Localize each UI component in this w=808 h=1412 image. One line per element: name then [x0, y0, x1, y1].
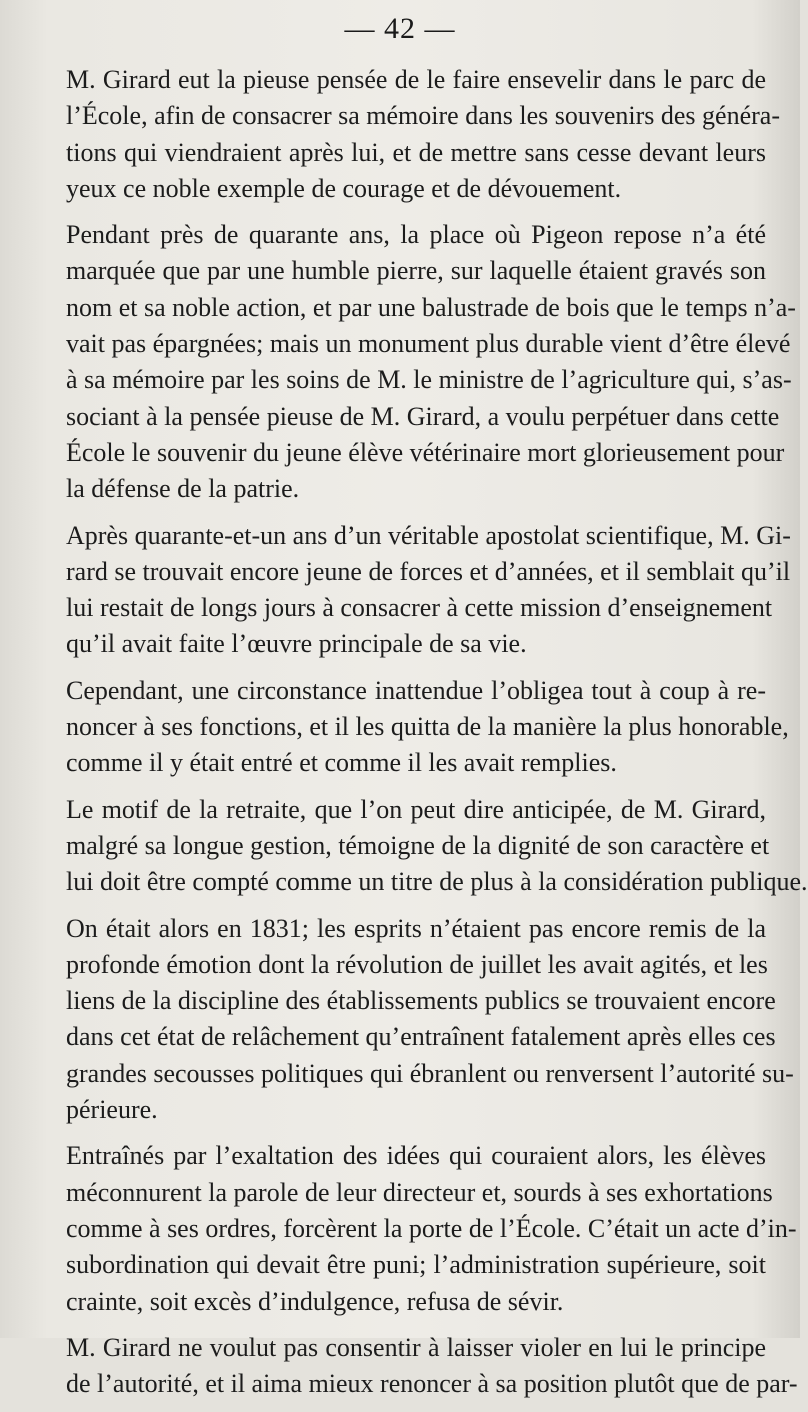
text-line: noncer à ses fonctions, et il les quitta de la manière la plus honorable,	[66, 712, 789, 742]
text-line: Après quarante-et-un ans d’un véritable apostolat scientifique, M. Gi-	[66, 520, 791, 550]
text-line: sociant à la pensée pieuse de M. Girard, a voulu perpétuer dans cette	[66, 401, 780, 431]
paragraph	[66, 62, 780, 207]
text-line: rard se trouvait encore jeune de forces et d’années, et il semblait qu’il	[66, 556, 791, 586]
text-line: lui restait de longs jours à consacrer à cette mission d’enseignement	[66, 593, 773, 623]
paragraph	[66, 518, 791, 663]
text-line: crainte, soit excès d’indulgence, refusa de sévir.	[66, 1286, 564, 1316]
text-line: tions qui viendraient après lui, et de mettre sans cesse devant leurs	[66, 137, 766, 167]
page-number: — 42 —	[344, 12, 456, 45]
text-line: Cependant, une circonstance inattendue l’obligea tout à coup à re-	[66, 675, 766, 705]
text-line: la défense de la patrie.	[66, 474, 300, 504]
text-line: Pendant près de quarante ans, la place où Pigeon repose n’a été	[66, 220, 766, 250]
text-line: périeure.	[66, 1095, 158, 1125]
page-body	[66, 62, 808, 1412]
text-line: méconnurent la parole de leur directeur et, sourds à ses exhortations	[66, 1177, 773, 1207]
text-line: M. Girard ne voulut pas consentir à laisser violer en lui le principe	[66, 1332, 766, 1362]
text-line: marquée que par une humble pierre, sur laquelle étaient gravés son	[66, 256, 766, 286]
paragraph	[66, 911, 794, 1129]
text-line: dans cet état de relâchement qu’entraînent fatalement après elles ces	[66, 1022, 776, 1052]
text-line: l’École, afin de consacrer sa mémoire dans les souvenirs des généra-	[66, 101, 780, 131]
text-line: liens de la discipline des établissements publics se trouvaient encore	[66, 986, 776, 1016]
text-line: École le souvenir du jeune élève vétérinaire mort glorieusement pour	[66, 437, 785, 467]
text-line: On était alors en 1831; les esprits n’étaient pas encore remis de la	[66, 913, 766, 943]
paragraph	[66, 792, 808, 901]
paragraph	[66, 217, 796, 507]
text-line: lui doit être compté comme un titre de plus à la considération publique.	[66, 867, 808, 897]
text-line: Entraînés par l’exaltation des idées qui couraient alors, les élèves	[66, 1141, 766, 1171]
text-line: M. Girard eut la pieuse pensée de le faire ensevelir dans le parc de	[66, 65, 766, 94]
text-line: comme à ses ordres, forcèrent la porte de l’École. C’était un acte d’in-	[66, 1213, 797, 1243]
text-line: Le motif de la retraite, que l’on peut dire anticipée, de M. Girard,	[66, 794, 766, 824]
text-line: grandes secousses politiques qui ébranlent ou renversent l’autorité su-	[66, 1058, 794, 1088]
text-line: profonde émotion dont la révolution de juillet les avait agités, et les	[66, 949, 768, 979]
text-line: à sa mémoire par les soins de M. le ministre de l’agriculture qui, s’as-	[66, 365, 792, 395]
text-line: malgré sa longue gestion, témoigne de la dignité de son caractère et	[66, 830, 770, 860]
text-line: qu’il avait faite l’œuvre principale de sa vie.	[66, 629, 527, 659]
text-line: nom et sa noble action, et par une balustrade de bois que le temps n’a-	[66, 292, 796, 322]
paragraph	[66, 673, 789, 782]
text-line: comme il y était entré et comme il les avait remplies.	[66, 748, 617, 778]
text-line: subordination qui devait être puni; l’administration supérieure, soit	[66, 1250, 766, 1280]
text-line: vait pas épargnées; mais un monument plus durable vient d’être élevé	[66, 329, 791, 359]
paragraph	[66, 1330, 798, 1403]
text-line: de l’autorité, et il aima mieux renoncer à sa position plutôt que de par-	[66, 1369, 798, 1399]
text-line: yeux ce noble exemple de courage et de dévouement.	[66, 173, 622, 203]
paragraph	[66, 1138, 797, 1319]
